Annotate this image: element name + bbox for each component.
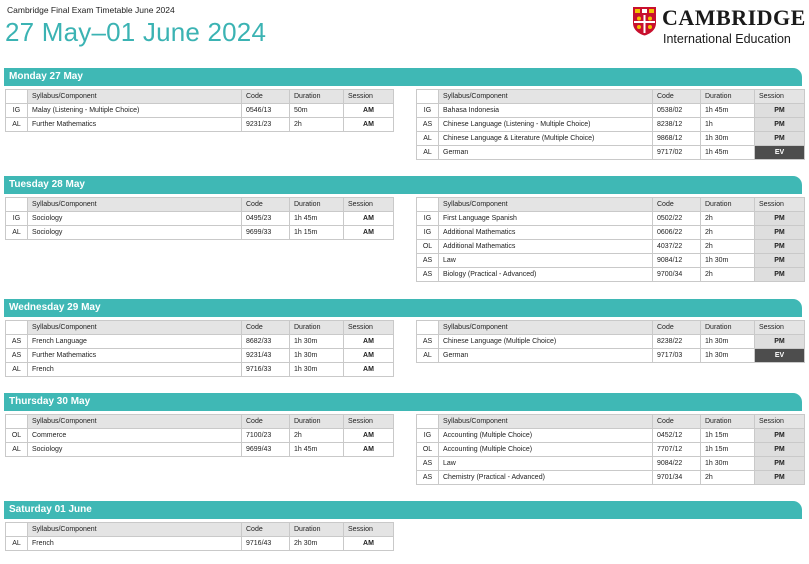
syllabus-code: 9699/43 [242,443,290,457]
exam-session: AM [344,104,394,118]
syllabus-code: 9084/12 [653,254,701,268]
syllabus-name: German [439,349,653,363]
exam-session: AM [344,363,394,377]
day-header: Tuesday 28 May [4,176,802,194]
level-header [6,415,28,429]
syllabus-name: Commerce [28,429,242,443]
exam-duration: 1h 30m [290,335,344,349]
syllabus-name: French [28,363,242,377]
syllabus-header: Syllabus/Component [439,198,653,212]
duration-header: Duration [290,198,344,212]
table-row [417,471,805,485]
syllabus-code: 4037/22 [653,240,701,254]
am-exam-table [5,197,394,240]
exam-session: PM [755,268,805,282]
syllabus-name: Bahasa Indonesia [439,104,653,118]
table-row [417,104,805,118]
qualification-level: OL [417,240,439,254]
table-row [417,254,805,268]
syllabus-code: 8682/33 [242,335,290,349]
syllabus-code: 0452/12 [653,429,701,443]
table-row [417,212,805,226]
duration-header: Duration [701,90,755,104]
page-title: 27 May–01 June 2024 [5,17,267,47]
syllabus-name: Sociology [28,212,242,226]
qualification-level: AS [6,349,28,363]
exam-session: PM [755,443,805,457]
table-row [6,335,394,349]
exam-duration: 1h 45m [701,146,755,160]
table-row [6,443,394,457]
syllabus-code: 9084/22 [653,457,701,471]
code-header: Code [653,321,701,335]
qualification-level: AS [417,335,439,349]
page-subtitle: Cambridge Final Exam Timetable June 2024 [7,5,175,15]
qualification-level: OL [417,443,439,457]
syllabus-header: Syllabus/Component [439,415,653,429]
qualification-level: IG [417,212,439,226]
table-row [417,268,805,282]
table-row [6,537,394,551]
duration-header: Duration [290,415,344,429]
exam-session: PM [755,132,805,146]
exam-session: AM [344,212,394,226]
syllabus-name: First Language Spanish [439,212,653,226]
level-header [417,321,439,335]
day-section [4,299,802,373]
exam-session: PM [755,254,805,268]
exam-duration: 2h [701,240,755,254]
exam-duration: 50m [290,104,344,118]
exam-session: PM [755,118,805,132]
brand-subtitle: International Education [663,32,791,46]
code-header: Code [653,90,701,104]
syllabus-code: 0502/22 [653,212,701,226]
exam-session: PM [755,226,805,240]
level-header [6,198,28,212]
exam-duration: 1h [701,118,755,132]
syllabus-name: Chinese Language & Literature (Multiple Choice) [439,132,653,146]
syllabus-name: Chinese Language (Listening - Multiple Choice) [439,118,653,132]
table-header-row [6,523,394,537]
qualification-level: AL [6,537,28,551]
syllabus-code: 9231/23 [242,118,290,132]
table-row [417,349,805,363]
syllabus-code: 9231/43 [242,349,290,363]
am-exam-table [5,414,394,457]
session-header: Session [344,198,394,212]
syllabus-name: Additional Mathematics [439,226,653,240]
syllabus-name: Sociology [28,443,242,457]
syllabus-header: Syllabus/Component [28,321,242,335]
code-header: Code [242,198,290,212]
syllabus-name: Malay (Listening - Multiple Choice) [28,104,242,118]
exam-session: AM [344,429,394,443]
syllabus-header: Syllabus/Component [28,198,242,212]
duration-header: Duration [290,90,344,104]
level-header [417,415,439,429]
exam-duration: 1h 30m [701,457,755,471]
exam-session: EV [755,349,805,363]
qualification-level: AL [417,349,439,363]
qualification-level: IG [417,429,439,443]
table-row [6,349,394,363]
exam-session: PM [755,457,805,471]
pm-exam-table [416,197,805,282]
level-header [6,321,28,335]
table-row [417,457,805,471]
exam-duration: 1h 30m [701,254,755,268]
syllabus-header: Syllabus/Component [439,90,653,104]
exam-duration: 1h 15m [701,443,755,457]
exam-duration: 2h [701,212,755,226]
day-section [4,393,802,481]
table-header-row [6,198,394,212]
qualification-level: AL [417,132,439,146]
exam-duration: 1h 30m [290,363,344,377]
syllabus-name: Biology (Practical - Advanced) [439,268,653,282]
syllabus-name: Further Mathematics [28,349,242,363]
syllabus-name: Further Mathematics [28,118,242,132]
qualification-level: OL [6,429,28,443]
syllabus-name: Additional Mathematics [439,240,653,254]
brand-name: CAMBRIDGE [662,5,806,30]
qualification-level: IG [6,104,28,118]
syllabus-code: 9716/43 [242,537,290,551]
qualification-level: AL [6,363,28,377]
day-section [4,501,802,547]
level-header [6,90,28,104]
syllabus-name: Law [439,457,653,471]
session-header: Session [344,321,394,335]
day-header: Monday 27 May [4,68,802,86]
exam-duration: 1h 45m [701,104,755,118]
table-row [6,226,394,240]
syllabus-code: 8238/12 [653,118,701,132]
exam-duration: 1h 30m [701,335,755,349]
syllabus-name: French [28,537,242,551]
duration-header: Duration [701,321,755,335]
qualification-level: AS [417,471,439,485]
code-header: Code [242,415,290,429]
table-row [6,104,394,118]
table-row [417,146,805,160]
exam-session: EV [755,146,805,160]
table-row [417,240,805,254]
day-header: Saturday 01 June [4,501,802,519]
syllabus-code: 0546/13 [242,104,290,118]
syllabus-name: French Language [28,335,242,349]
syllabus-code: 0538/02 [653,104,701,118]
exam-session: PM [755,240,805,254]
table-row [417,443,805,457]
am-exam-table [5,522,394,551]
syllabus-header: Syllabus/Component [28,90,242,104]
qualification-level: AL [6,443,28,457]
table-row [417,132,805,146]
duration-header: Duration [290,523,344,537]
syllabus-name: Chemistry (Practical - Advanced) [439,471,653,485]
exam-session: AM [344,443,394,457]
duration-header: Duration [290,321,344,335]
syllabus-name: Chinese Language (Multiple Choice) [439,335,653,349]
cambridge-shield-icon [632,6,657,36]
exam-session: AM [344,349,394,363]
code-header: Code [653,415,701,429]
exam-session: AM [344,537,394,551]
qualification-level: AS [417,457,439,471]
duration-header: Duration [701,415,755,429]
qualification-level: AS [417,118,439,132]
syllabus-header: Syllabus/Component [28,523,242,537]
qualification-level: IG [6,212,28,226]
syllabus-code: 9717/03 [653,349,701,363]
exam-duration: 1h 15m [290,226,344,240]
syllabus-name: Accounting (Multiple Choice) [439,429,653,443]
qualification-level: AS [417,254,439,268]
exam-duration: 2h [701,268,755,282]
table-header-row [417,90,805,104]
syllabus-name: Accounting (Multiple Choice) [439,443,653,457]
exam-session: PM [755,471,805,485]
session-header: Session [755,415,805,429]
code-header: Code [242,523,290,537]
table-header-row [417,321,805,335]
exam-session: PM [755,212,805,226]
table-row [6,212,394,226]
table-row [417,226,805,240]
exam-session: AM [344,226,394,240]
exam-duration: 1h 30m [701,132,755,146]
table-header-row [6,90,394,104]
qualification-level: IG [417,226,439,240]
exam-duration: 1h 45m [290,212,344,226]
exam-duration: 1h 15m [701,429,755,443]
code-header: Code [242,321,290,335]
exam-session: PM [755,104,805,118]
syllabus-code: 7100/23 [242,429,290,443]
exam-duration: 1h 30m [701,349,755,363]
code-header: Code [242,90,290,104]
pm-exam-table [416,89,805,160]
exam-duration: 1h 45m [290,443,344,457]
exam-session: AM [344,118,394,132]
qualification-level: AL [6,118,28,132]
syllabus-code: 9699/33 [242,226,290,240]
table-header-row [6,321,394,335]
session-header: Session [344,415,394,429]
level-header [417,90,439,104]
day-section [4,68,802,156]
table-row [6,363,394,377]
table-row [6,118,394,132]
syllabus-code: 9700/34 [653,268,701,282]
syllabus-code: 9868/12 [653,132,701,146]
syllabus-code: 9716/33 [242,363,290,377]
am-exam-table [5,320,394,377]
table-header-row [6,415,394,429]
session-header: Session [755,321,805,335]
exam-duration: 1h 30m [290,349,344,363]
pm-exam-table [416,414,805,485]
table-row [417,335,805,349]
exam-duration: 2h [290,118,344,132]
cambridge-logo [632,5,807,47]
level-header [417,198,439,212]
exam-session: AM [344,335,394,349]
exam-duration: 2h [290,429,344,443]
exam-session: PM [755,335,805,349]
syllabus-code: 7707/12 [653,443,701,457]
syllabus-code: 0606/22 [653,226,701,240]
session-header: Session [755,198,805,212]
exam-duration: 2h [701,226,755,240]
qualification-level: AS [417,268,439,282]
am-exam-table [5,89,394,132]
exam-duration: 2h 30m [290,537,344,551]
day-section [4,176,802,278]
table-header-row [417,415,805,429]
qualification-level: IG [417,104,439,118]
session-header: Session [755,90,805,104]
code-header: Code [653,198,701,212]
qualification-level: AL [6,226,28,240]
duration-header: Duration [701,198,755,212]
table-row [417,118,805,132]
syllabus-code: 0495/23 [242,212,290,226]
day-header: Thursday 30 May [4,393,802,411]
syllabus-header: Syllabus/Component [439,321,653,335]
syllabus-name: German [439,146,653,160]
qualification-level: AL [417,146,439,160]
table-row [6,429,394,443]
table-row [417,429,805,443]
session-header: Session [344,90,394,104]
syllabus-code: 8238/22 [653,335,701,349]
table-header-row [417,198,805,212]
pm-exam-table [416,320,805,363]
syllabus-header: Syllabus/Component [28,415,242,429]
exam-session: PM [755,429,805,443]
syllabus-code: 9717/02 [653,146,701,160]
session-header: Session [344,523,394,537]
syllabus-name: Law [439,254,653,268]
syllabus-code: 9701/34 [653,471,701,485]
exam-duration: 2h [701,471,755,485]
day-header: Wednesday 29 May [4,299,802,317]
level-header [6,523,28,537]
syllabus-name: Sociology [28,226,242,240]
qualification-level: AS [6,335,28,349]
